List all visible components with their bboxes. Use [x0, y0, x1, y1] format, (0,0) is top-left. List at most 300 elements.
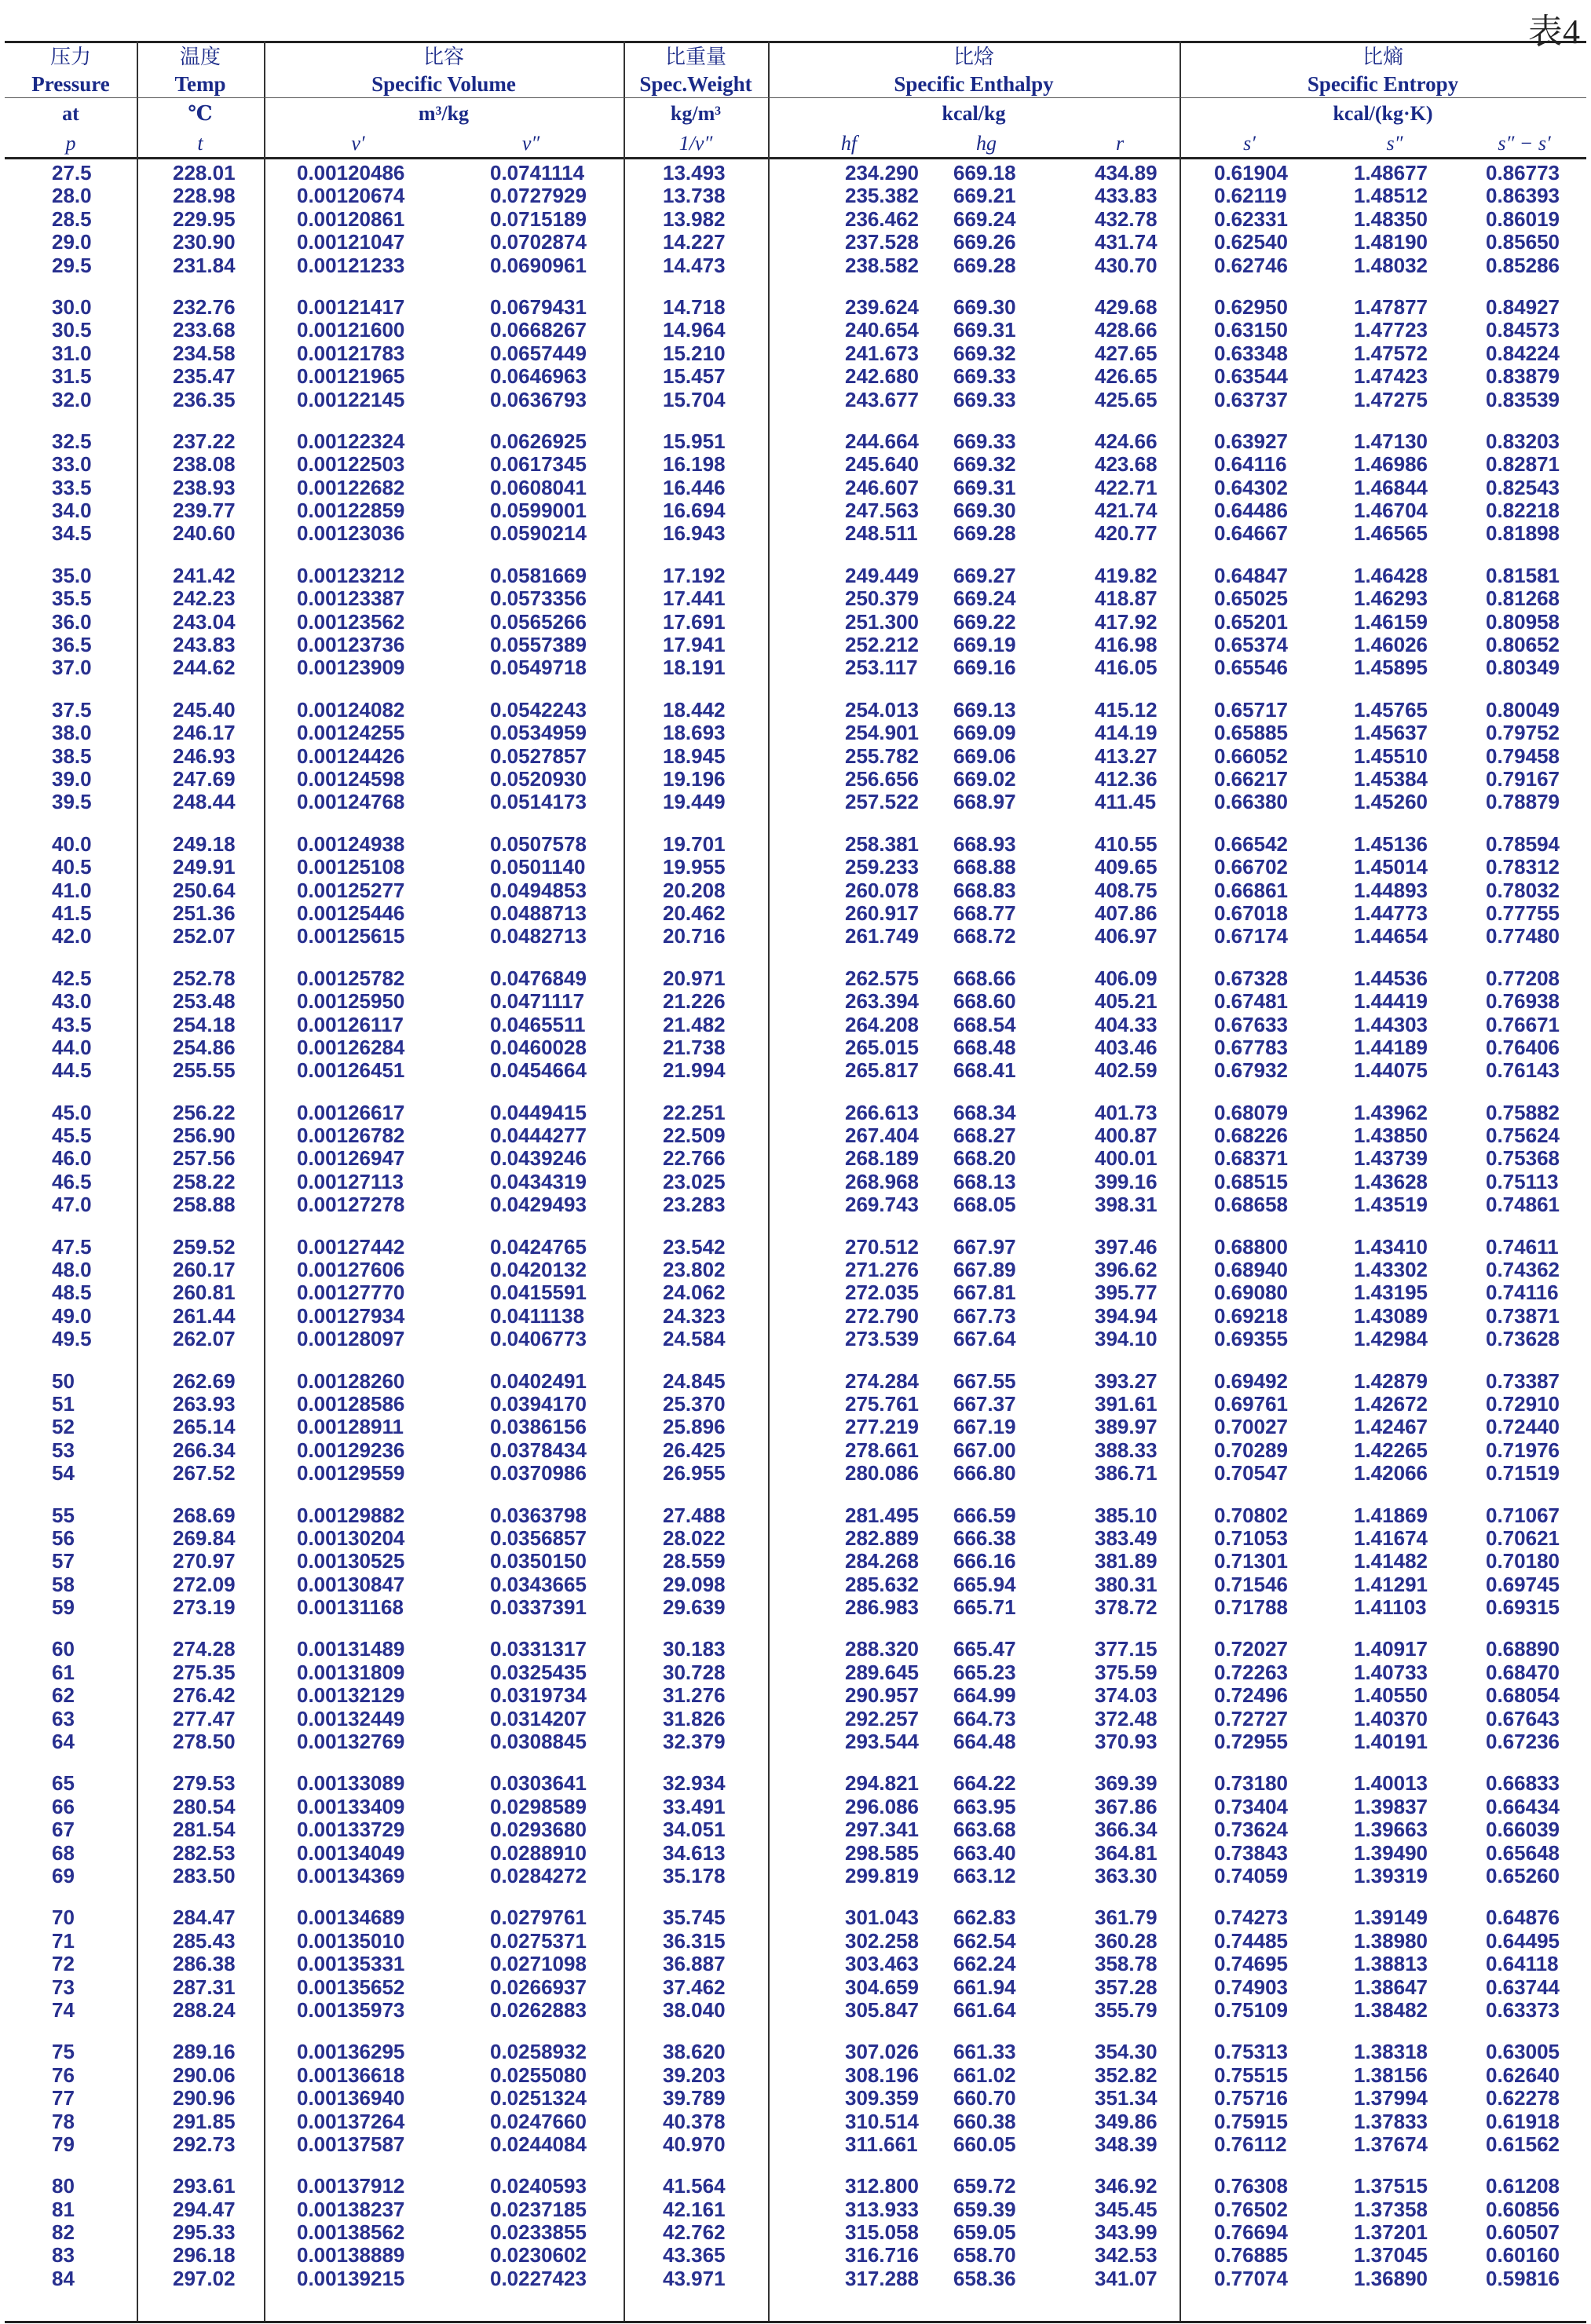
table-row	[5, 1171, 1586, 1193]
cell-h-g: 669.21	[953, 184, 1016, 208]
cell-v-vapor: 0.0350150	[490, 1549, 587, 1573]
cell-r: 388.33	[1095, 1438, 1158, 1462]
cell-s-vapor: 1.43089	[1354, 1303, 1428, 1328]
cell-r: 389.97	[1095, 1415, 1158, 1439]
cell-r: 372.48	[1095, 1706, 1158, 1730]
cell-p: 34.5	[52, 521, 92, 546]
cell-r: 426.65	[1095, 364, 1158, 389]
table-row	[5, 856, 1586, 879]
cell-t: 279.53	[173, 1771, 236, 1796]
cell-spec-weight: 38.620	[663, 2040, 726, 2064]
cell-s-liquid: 0.62331	[1214, 206, 1288, 231]
cell-s-vapor: 1.47572	[1354, 341, 1428, 365]
header-pressure-zh: 压力	[49, 46, 91, 69]
cell-r: 352.82	[1095, 2063, 1158, 2087]
cell-t: 292.73	[173, 2132, 236, 2156]
cell-spec-weight: 21.738	[663, 1035, 726, 1059]
cell-p: 31.5	[52, 364, 92, 389]
cell-r: 424.66	[1095, 429, 1158, 453]
cell-t: 290.06	[173, 2063, 236, 2087]
table-row	[5, 1393, 1586, 1416]
cell-s-diff: 0.78879	[1486, 790, 1560, 814]
cell-h-g: 668.48	[953, 1035, 1016, 1059]
cell-v-vapor: 0.0240593	[490, 2174, 587, 2198]
cell-s-liquid: 0.67018	[1214, 901, 1288, 925]
table-row	[5, 1504, 1586, 1527]
cell-t: 293.61	[173, 2174, 236, 2198]
cell-h-g: 669.22	[953, 609, 1016, 634]
table-row	[5, 2110, 1586, 2133]
cell-p: 70	[52, 1906, 75, 1930]
cell-s-vapor: 1.41869	[1354, 1503, 1428, 1527]
cell-v-vapor: 0.0557389	[490, 633, 587, 657]
cell-p: 81	[52, 2197, 75, 2221]
cell-spec-weight: 23.025	[663, 1169, 726, 1193]
cell-s-vapor: 1.46986	[1354, 452, 1428, 477]
cell-spec-weight: 21.482	[663, 1012, 726, 1036]
cell-s-vapor: 1.44773	[1354, 901, 1428, 925]
cell-h-f: 312.800	[845, 2174, 919, 2198]
cell-s-diff: 0.79458	[1486, 744, 1560, 768]
cell-s-liquid: 0.69492	[1214, 1368, 1288, 1393]
cell-p: 35.0	[52, 563, 92, 587]
cell-p: 49.0	[52, 1303, 92, 1328]
cell-h-g: 669.28	[953, 521, 1016, 546]
cell-s-liquid: 0.65374	[1214, 633, 1288, 657]
cell-spec-weight: 36.315	[663, 1928, 726, 1953]
cell-s-diff: 0.75368	[1486, 1146, 1560, 1171]
cell-s-diff: 0.81268	[1486, 586, 1560, 611]
cell-spec-weight: 27.488	[663, 1503, 726, 1527]
table-row	[5, 1014, 1586, 1036]
table-row	[5, 791, 1586, 813]
cell-s-liquid: 0.74903	[1214, 1975, 1288, 1999]
cell-h-g: 665.23	[953, 1660, 1016, 1684]
cell-t: 252.07	[173, 924, 236, 948]
cell-s-diff: 0.80049	[1486, 697, 1560, 722]
cell-s-diff: 0.81898	[1486, 521, 1560, 546]
cell-r: 370.93	[1095, 1730, 1158, 1754]
cell-r: 416.05	[1095, 656, 1158, 680]
row-group	[5, 1772, 1586, 1887]
cell-h-f: 236.462	[845, 206, 919, 231]
cell-h-f: 260.078	[845, 878, 919, 902]
cell-p: 51	[52, 1391, 75, 1416]
cell-t: 235.47	[173, 364, 236, 389]
cell-t: 251.36	[173, 901, 236, 925]
cell-spec-weight: 16.943	[663, 521, 726, 546]
cell-s-diff: 0.71067	[1486, 1503, 1560, 1527]
cell-v-vapor: 0.0449415	[490, 1100, 587, 1124]
cell-r: 413.27	[1095, 744, 1158, 768]
cell-r: 363.30	[1095, 1864, 1158, 1887]
cell-s-vapor: 1.44075	[1354, 1058, 1428, 1083]
table-row	[5, 1638, 1586, 1661]
cell-r: 400.87	[1095, 1124, 1158, 1148]
cell-h-g: 665.71	[953, 1595, 1016, 1620]
table-row	[5, 1661, 1586, 1684]
cell-t: 273.19	[173, 1595, 236, 1620]
cell-v-liquid: 0.00127934	[297, 1303, 405, 1328]
cell-p: 84	[52, 2266, 75, 2290]
cell-h-g: 662.83	[953, 1906, 1016, 1930]
table-row	[5, 2267, 1586, 2290]
cell-spec-weight: 40.378	[663, 2109, 726, 2133]
table-row	[5, 699, 1586, 722]
cell-s-liquid: 0.63348	[1214, 341, 1288, 365]
table-row	[5, 365, 1586, 388]
cell-spec-weight: 22.766	[663, 1146, 726, 1171]
table-row	[5, 902, 1586, 925]
cell-r: 429.68	[1095, 294, 1158, 319]
cell-h-g: 667.37	[953, 1391, 1016, 1416]
table-row	[5, 453, 1586, 476]
cell-h-g: 666.59	[953, 1503, 1016, 1527]
cell-v-vapor: 0.0262883	[490, 1997, 587, 2022]
cell-h-g: 667.64	[953, 1327, 1016, 1351]
cell-v-liquid: 0.00133409	[297, 1794, 405, 1818]
cell-h-f: 264.208	[845, 1012, 919, 1036]
cell-t: 290.96	[173, 2086, 236, 2110]
cell-v-vapor: 0.0424765	[490, 1234, 587, 1259]
cell-h-g: 669.31	[953, 318, 1016, 342]
cell-s-liquid: 0.73843	[1214, 1840, 1288, 1865]
cell-h-f: 273.539	[845, 1327, 919, 1351]
unit-weight: kg/m³	[670, 102, 722, 125]
table-row	[5, 967, 1586, 990]
cell-s-liquid: 0.75915	[1214, 2109, 1288, 2133]
header-bottom-rule	[5, 157, 1586, 159]
cell-r: 385.10	[1095, 1503, 1158, 1527]
table-row	[5, 1370, 1586, 1393]
cell-h-f: 266.613	[845, 1100, 919, 1124]
header-divider-pressure	[5, 97, 137, 98]
cell-h-f: 247.563	[845, 499, 919, 523]
cell-s-vapor: 1.46159	[1354, 609, 1428, 634]
cell-r: 399.16	[1095, 1169, 1158, 1193]
cell-s-diff: 0.69745	[1486, 1572, 1560, 1596]
cell-p: 44.5	[52, 1058, 92, 1083]
cell-h-f: 293.544	[845, 1730, 919, 1754]
cell-h-f: 250.379	[845, 586, 919, 611]
cell-s-vapor: 1.44654	[1354, 924, 1428, 948]
cell-v-vapor: 0.0514173	[490, 790, 587, 814]
cell-t: 229.95	[173, 206, 236, 231]
table-row	[5, 2064, 1586, 2087]
cell-h-g: 668.41	[953, 1058, 1016, 1083]
cell-h-f: 255.782	[845, 744, 919, 768]
cell-t: 244.62	[173, 656, 236, 680]
cell-t: 289.16	[173, 2040, 236, 2064]
cell-s-liquid: 0.70289	[1214, 1438, 1288, 1462]
table-row	[5, 1236, 1586, 1259]
cell-s-liquid: 0.75515	[1214, 2063, 1288, 2087]
cell-v-liquid: 0.00136940	[297, 2086, 405, 2110]
cell-p: 27.5	[52, 161, 92, 185]
cell-v-liquid: 0.00126947	[297, 1146, 405, 1171]
cell-t: 281.54	[173, 1818, 236, 1842]
cell-spec-weight: 18.945	[663, 744, 726, 768]
cell-t: 268.69	[173, 1503, 236, 1527]
cell-r: 404.33	[1095, 1012, 1158, 1036]
table-row	[5, 1842, 1586, 1865]
cell-h-g: 663.12	[953, 1864, 1016, 1887]
cell-r: 406.09	[1095, 966, 1158, 990]
header-divider-enthalpy	[768, 97, 1180, 98]
cell-s-diff: 0.86019	[1486, 206, 1560, 231]
cell-v-vapor: 0.0527857	[490, 744, 587, 768]
cell-s-vapor: 1.46565	[1354, 521, 1428, 546]
cell-t: 286.38	[173, 1952, 236, 1976]
cell-p: 79	[52, 2132, 75, 2156]
cell-s-diff: 0.70180	[1486, 1549, 1560, 1573]
cell-spec-weight: 19.449	[663, 790, 726, 814]
cell-spec-weight: 28.022	[663, 1526, 726, 1550]
cell-v-vapor: 0.0542243	[490, 697, 587, 722]
cell-s-diff: 0.74362	[1486, 1258, 1560, 1282]
cell-s-vapor: 1.45136	[1354, 831, 1428, 856]
cell-t: 228.01	[173, 161, 236, 185]
row-group	[5, 1236, 1586, 1351]
cell-spec-weight: 13.982	[663, 206, 726, 231]
cell-spec-weight: 13.738	[663, 184, 726, 208]
cell-p: 32.5	[52, 429, 92, 453]
cell-s-diff: 0.80349	[1486, 656, 1560, 680]
cell-r: 398.31	[1095, 1193, 1158, 1217]
cell-t: 296.18	[173, 2243, 236, 2267]
cell-spec-weight: 20.462	[663, 901, 726, 925]
cell-v-vapor: 0.0626925	[490, 429, 587, 453]
row-group	[5, 296, 1586, 411]
cell-v-vapor: 0.0439246	[490, 1146, 587, 1171]
cell-h-g: 669.09	[953, 721, 1016, 745]
cell-v-vapor: 0.0279761	[490, 1906, 587, 1930]
symbol-s-diff: s″ − s′	[1498, 132, 1551, 155]
cell-r: 415.12	[1095, 697, 1158, 722]
row-group	[5, 1638, 1586, 1753]
cell-s-vapor: 1.43850	[1354, 1124, 1428, 1148]
cell-r: 419.82	[1095, 563, 1158, 587]
cell-t: 256.22	[173, 1100, 236, 1124]
cell-spec-weight: 17.691	[663, 609, 726, 634]
cell-s-liquid: 0.72727	[1214, 1706, 1288, 1730]
cell-s-liquid: 0.67481	[1214, 989, 1288, 1014]
cell-s-liquid: 0.71301	[1214, 1549, 1288, 1573]
cell-v-liquid: 0.00122682	[297, 475, 405, 499]
cell-h-f: 245.640	[845, 452, 919, 477]
cell-s-liquid: 0.65201	[1214, 609, 1288, 634]
table-row	[5, 833, 1586, 856]
cell-v-vapor: 0.0415591	[490, 1281, 587, 1305]
cell-r: 383.49	[1095, 1526, 1158, 1550]
cell-t: 231.84	[173, 253, 236, 277]
cell-h-g: 659.39	[953, 2197, 1016, 2221]
cell-v-vapor: 0.0402491	[490, 1368, 587, 1393]
cell-s-liquid: 0.64116	[1214, 452, 1287, 477]
cell-v-vapor: 0.0599001	[490, 499, 587, 523]
cell-v-vapor: 0.0237185	[490, 2197, 587, 2221]
cell-p: 40.0	[52, 831, 92, 856]
table-row	[5, 587, 1586, 610]
cell-v-vapor: 0.0690961	[490, 253, 587, 277]
cell-spec-weight: 18.191	[663, 656, 726, 680]
cell-s-vapor: 1.38980	[1354, 1928, 1428, 1953]
table-row	[5, 2221, 1586, 2244]
cell-v-liquid: 0.00127113	[297, 1169, 404, 1193]
cell-t: 241.42	[173, 563, 236, 587]
cell-h-g: 669.24	[953, 586, 1016, 611]
cell-s-vapor: 1.40370	[1354, 1706, 1428, 1730]
cell-v-liquid: 0.00128586	[297, 1391, 405, 1416]
cell-s-diff: 0.62278	[1486, 2086, 1560, 2110]
cell-r: 355.79	[1095, 1997, 1158, 2022]
cell-s-diff: 0.72910	[1486, 1391, 1560, 1416]
cell-h-f: 268.968	[845, 1169, 919, 1193]
cell-p: 58	[52, 1572, 75, 1596]
cell-t: 259.52	[173, 1234, 236, 1259]
cell-h-g: 664.73	[953, 1706, 1016, 1730]
cell-t: 260.17	[173, 1258, 236, 1282]
cell-v-liquid: 0.00138237	[297, 2197, 405, 2221]
cell-p: 39.5	[52, 790, 92, 814]
cell-s-diff: 0.78032	[1486, 878, 1560, 902]
cell-s-vapor: 1.47423	[1354, 364, 1428, 389]
cell-r: 427.65	[1095, 341, 1158, 365]
cell-s-vapor: 1.43195	[1354, 1281, 1428, 1305]
cell-r: 394.10	[1095, 1327, 1158, 1351]
cell-s-liquid: 0.69218	[1214, 1303, 1288, 1328]
cell-s-vapor: 1.46844	[1354, 475, 1428, 499]
cell-s-vapor: 1.47130	[1354, 429, 1428, 453]
cell-s-vapor: 1.48512	[1354, 184, 1428, 208]
cell-s-liquid: 0.65025	[1214, 586, 1288, 611]
cell-r: 375.59	[1095, 1660, 1158, 1684]
cell-s-liquid: 0.66702	[1214, 855, 1288, 879]
cell-s-diff: 0.77755	[1486, 901, 1560, 925]
cell-s-vapor: 1.45014	[1354, 855, 1428, 879]
cell-s-vapor: 1.44189	[1354, 1035, 1428, 1059]
cell-h-f: 249.449	[845, 563, 919, 587]
cell-t: 240.60	[173, 521, 236, 546]
cell-v-liquid: 0.00122324	[297, 429, 405, 453]
cell-t: 234.58	[173, 341, 236, 365]
cell-s-diff: 0.79167	[1486, 766, 1560, 791]
cell-h-g: 669.18	[953, 161, 1016, 185]
cell-s-diff: 0.73628	[1486, 1327, 1560, 1351]
cell-s-liquid: 0.76502	[1214, 2197, 1288, 2221]
cell-s-diff: 0.68054	[1486, 1683, 1560, 1708]
cell-h-f: 286.983	[845, 1595, 919, 1620]
cell-h-f: 265.817	[845, 1058, 919, 1083]
cell-s-vapor: 1.43519	[1354, 1193, 1428, 1217]
cell-v-vapor: 0.0581669	[490, 563, 587, 587]
cell-spec-weight: 34.613	[663, 1840, 726, 1865]
table-row	[5, 2244, 1586, 2267]
cell-h-g: 667.55	[953, 1368, 1016, 1393]
cell-s-diff: 0.84927	[1486, 294, 1560, 319]
table-row	[5, 1730, 1586, 1753]
cell-h-f: 284.268	[845, 1549, 919, 1573]
cell-h-g: 668.77	[953, 901, 1016, 925]
cell-spec-weight: 17.941	[663, 633, 726, 657]
cell-r: 381.89	[1095, 1549, 1158, 1573]
cell-h-g: 668.27	[953, 1124, 1016, 1148]
cell-v-vapor: 0.0608041	[490, 475, 587, 499]
cell-r: 357.28	[1095, 1975, 1158, 1999]
cell-p: 48.5	[52, 1281, 92, 1305]
cell-s-vapor: 1.46428	[1354, 563, 1428, 587]
cell-s-liquid: 0.61904	[1214, 161, 1288, 185]
cell-h-f: 268.189	[845, 1146, 919, 1171]
cell-v-vapor: 0.0520930	[490, 766, 587, 791]
cell-v-liquid: 0.00122503	[297, 452, 405, 477]
cell-s-diff: 0.63373	[1486, 1997, 1560, 2022]
cell-s-vapor: 1.45510	[1354, 744, 1428, 768]
cell-s-vapor: 1.44536	[1354, 966, 1428, 990]
cell-h-f: 239.624	[845, 294, 919, 319]
cell-h-g: 669.13	[953, 697, 1016, 722]
cell-s-diff: 0.66434	[1486, 1794, 1560, 1818]
cell-s-liquid: 0.75313	[1214, 2040, 1288, 2064]
cell-h-g: 658.70	[953, 2243, 1016, 2267]
cell-spec-weight: 24.845	[663, 1368, 726, 1393]
cell-s-vapor: 1.37994	[1354, 2086, 1428, 2110]
cell-v-vapor: 0.0636793	[490, 387, 587, 411]
cell-s-diff: 0.79752	[1486, 721, 1560, 745]
cell-t: 263.93	[173, 1391, 236, 1416]
cell-h-g: 664.48	[953, 1730, 1016, 1754]
cell-h-g: 668.93	[953, 831, 1016, 856]
cell-s-diff: 0.72440	[1486, 1415, 1560, 1439]
table-row	[5, 2133, 1586, 2156]
cell-spec-weight: 21.994	[663, 1058, 726, 1083]
cell-p: 65	[52, 1771, 75, 1796]
table-row	[5, 990, 1586, 1013]
cell-s-vapor: 1.37045	[1354, 2243, 1428, 2267]
cell-r: 369.39	[1095, 1771, 1158, 1796]
cell-s-liquid: 0.66861	[1214, 878, 1288, 902]
cell-p: 83	[52, 2243, 75, 2267]
cell-p: 30.0	[52, 294, 92, 319]
cell-s-vapor: 1.46704	[1354, 499, 1428, 523]
cell-h-f: 248.511	[845, 521, 918, 546]
symbol-p: p	[65, 132, 76, 155]
table-row	[5, 254, 1586, 277]
cell-s-vapor: 1.44419	[1354, 989, 1428, 1014]
cell-t: 288.24	[173, 1997, 236, 2022]
cell-s-diff: 0.83879	[1486, 364, 1560, 389]
cell-s-diff: 0.82871	[1486, 452, 1560, 477]
row-group	[5, 833, 1586, 948]
cell-spec-weight: 25.370	[663, 1391, 726, 1416]
cell-r: 410.55	[1095, 831, 1158, 856]
cell-p: 76	[52, 2063, 75, 2087]
cell-s-diff: 0.83539	[1486, 387, 1560, 411]
cell-spec-weight: 20.208	[663, 878, 726, 902]
table-row	[5, 208, 1586, 231]
cell-s-liquid: 0.65546	[1214, 656, 1288, 680]
cell-h-f: 272.035	[845, 1281, 919, 1305]
cell-t: 248.44	[173, 790, 236, 814]
cell-p: 29.0	[52, 230, 92, 254]
cell-h-f: 257.522	[845, 790, 919, 814]
cell-s-vapor: 1.40733	[1354, 1660, 1428, 1684]
cell-h-g: 666.16	[953, 1549, 1016, 1573]
cell-spec-weight: 18.442	[663, 697, 726, 722]
cell-h-f: 241.673	[845, 341, 919, 365]
cell-v-liquid: 0.00139215	[297, 2266, 405, 2290]
cell-s-liquid: 0.65885	[1214, 721, 1288, 745]
